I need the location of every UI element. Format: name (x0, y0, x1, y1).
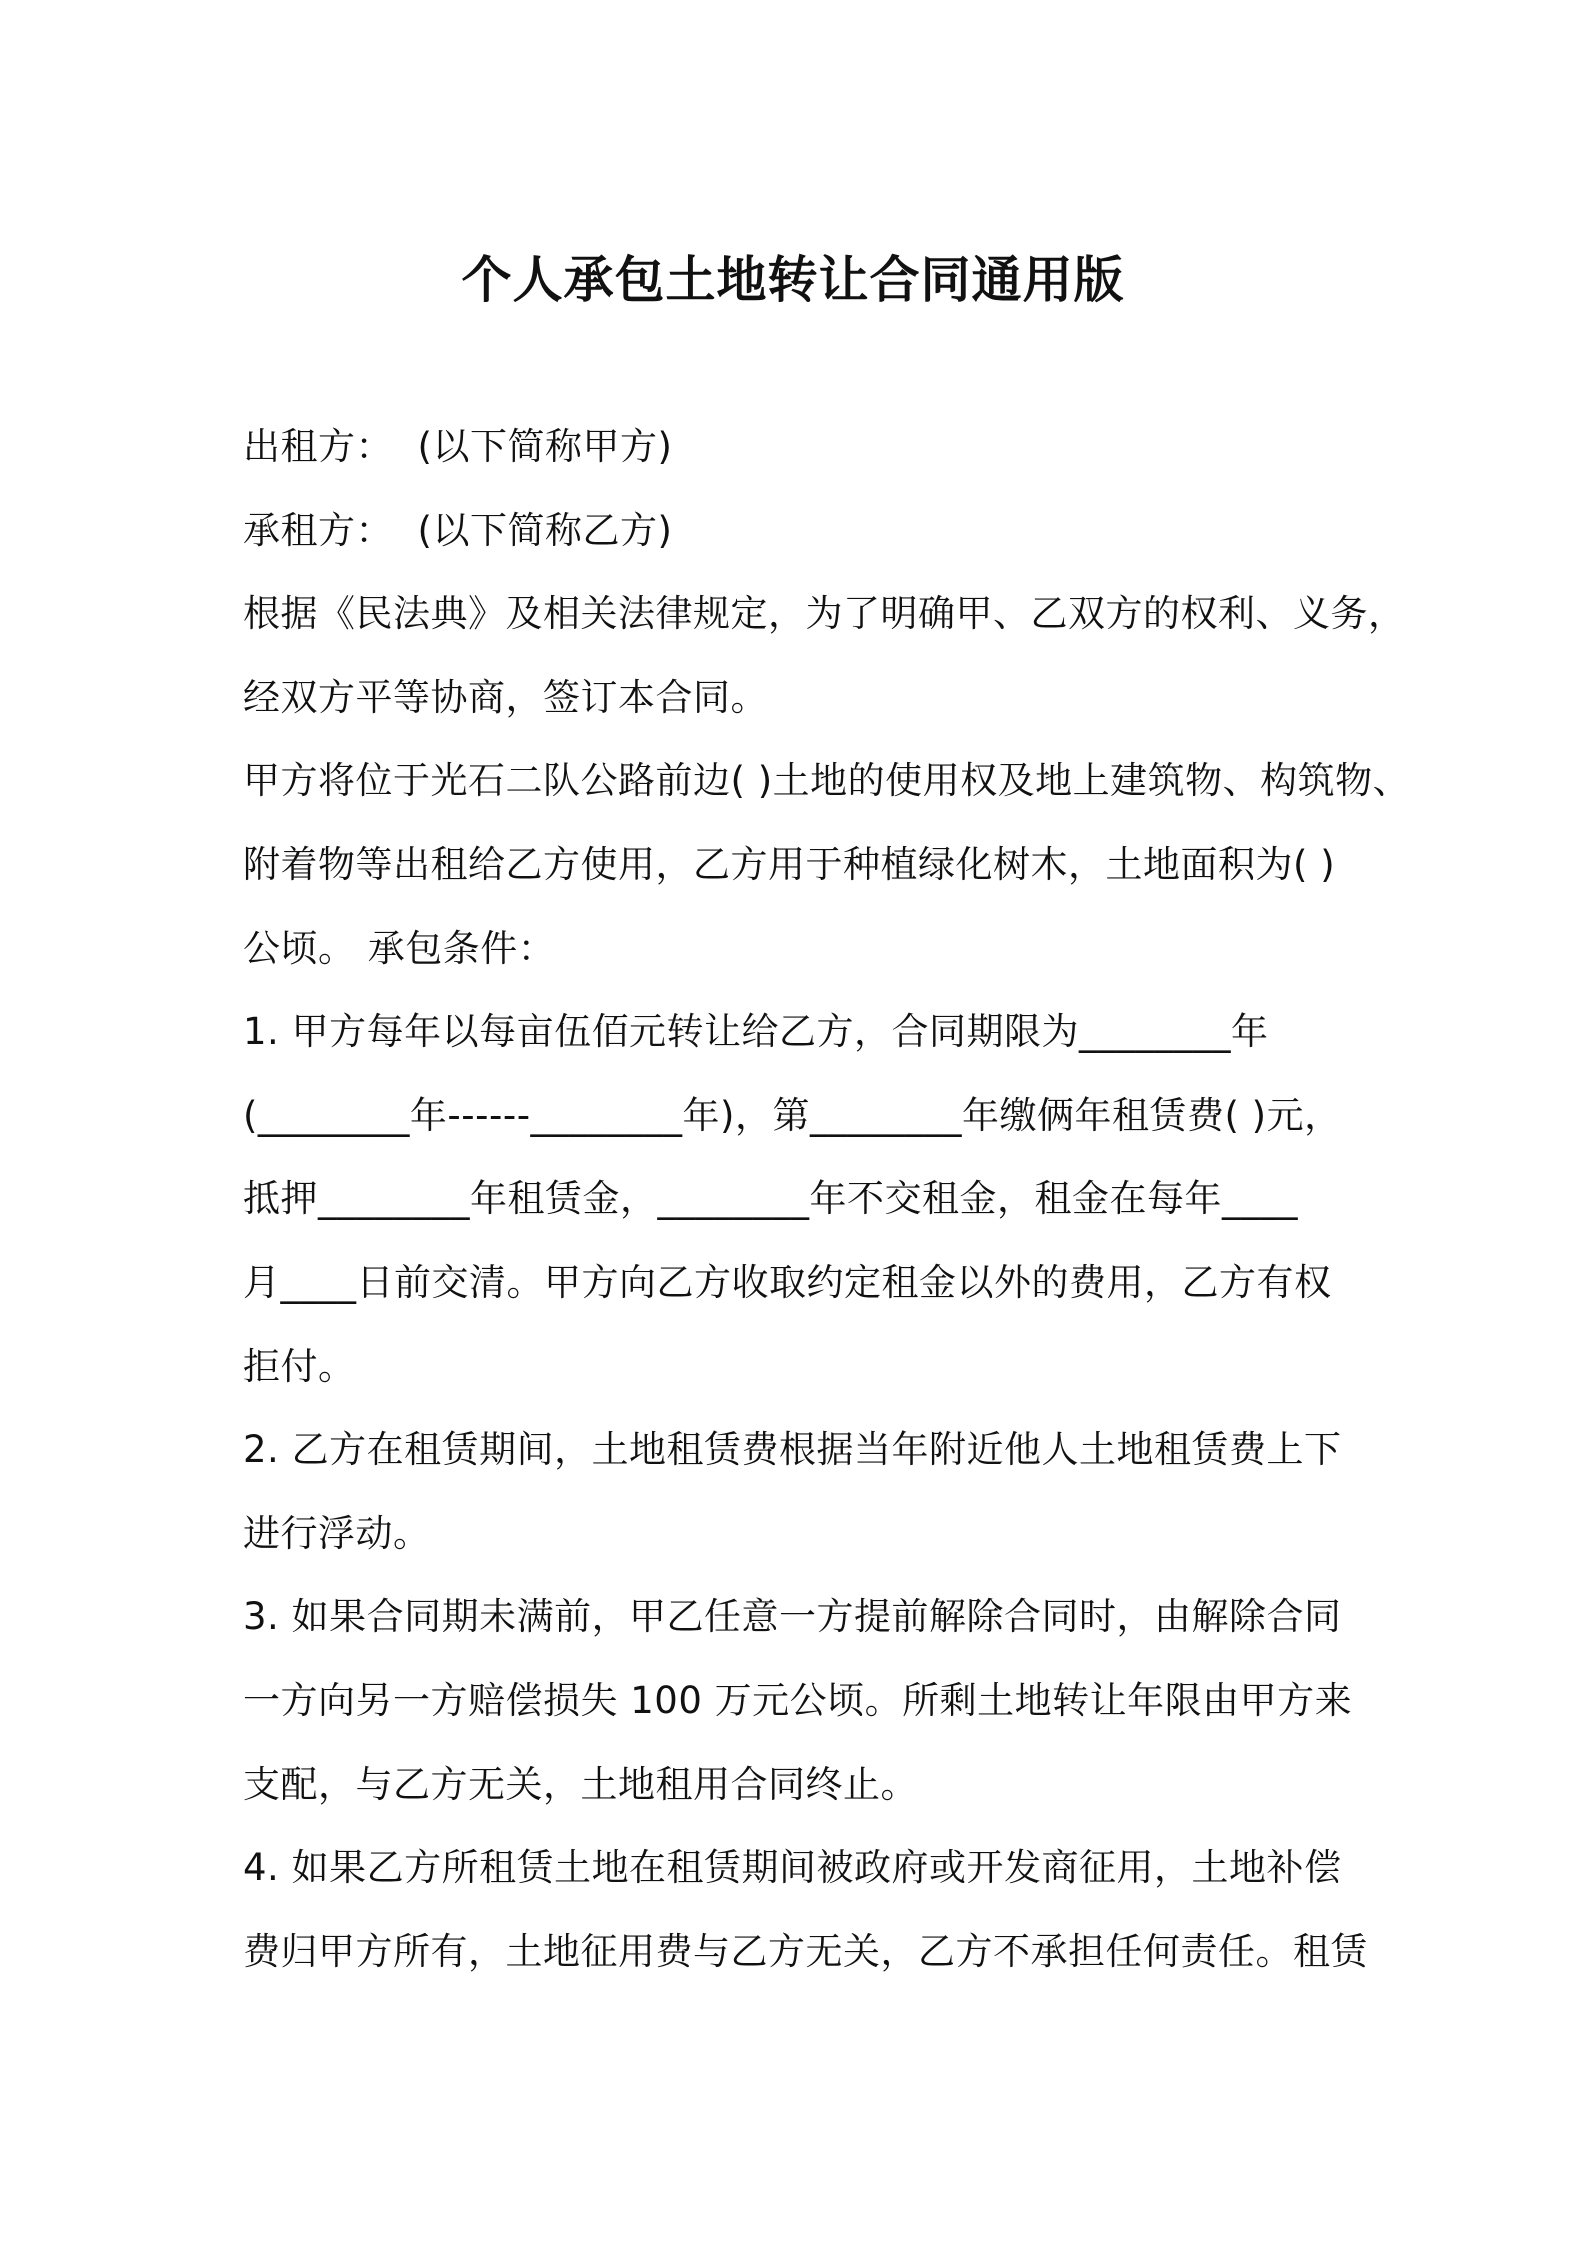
clause-1-line: 月____日前交清。甲方向乙方收取约定租金以外的费用，乙方有权 (243, 1260, 1332, 1304)
clause-3-line: 一方向另一方赔偿损失 100 万元公顷。所剩土地转让年限由甲方来 (243, 1678, 1353, 1722)
party-a-line: 出租方： (以下简称甲方) (243, 425, 673, 468)
clause-3-line: 3. 如果合同期未满前，甲乙任意一方提前解除合同时，由解除合同 (243, 1595, 1342, 1639)
land-description-line: 甲方将位于光石二队公路前边( )土地的使用权及地上建筑物、构筑物、 (243, 759, 1411, 803)
land-description-line: 附着物等出租给乙方使用，乙方用于种植绿化树木，土地面积为( ) (243, 842, 1336, 886)
preamble-line: 根据《民法典》及相关法律规定，为了明确甲、乙双方的权利、义务， (243, 592, 1406, 636)
document-title: 个人承包土地转让合同通用版 (461, 250, 1125, 309)
clause-3-line: 支配，与乙方无关，土地租用合同终止。 (243, 1762, 918, 1806)
clause-1-line: 抵押________年租赁金，________年不交租金，租金在每年____ (243, 1177, 1298, 1221)
clause-1-line: (________年------________年)，第________年缴俩年租赁费( )元， (243, 1093, 1342, 1137)
clause-4-line: 4. 如果乙方所租赁土地在租赁期间被政府或开发商征用，土地补偿 (243, 1846, 1342, 1890)
clause-1-line: 1. 甲方每年以每亩伍佰元转让给乙方，合同期限为________年 (243, 1010, 1269, 1054)
land-description-line: 公顷。 承包条件： (243, 926, 556, 970)
clause-2-line: 进行浮动。 (243, 1511, 431, 1555)
party-b-line: 承租方： (以下简称乙方) (243, 508, 673, 552)
document-body (243, 405, 1423, 1993)
clause-4-line: 费归甲方所有，土地征用费与乙方无关，乙方不承担任何责任。租赁 (243, 1929, 1368, 1973)
preamble-line: 经双方平等协商，签订本合同。 (243, 675, 768, 719)
clause-2-line: 2. 乙方在租赁期间，土地租赁费根据当年附近他人土地租赁费上下 (243, 1428, 1342, 1472)
clause-1-line: 拒付。 (243, 1344, 356, 1388)
